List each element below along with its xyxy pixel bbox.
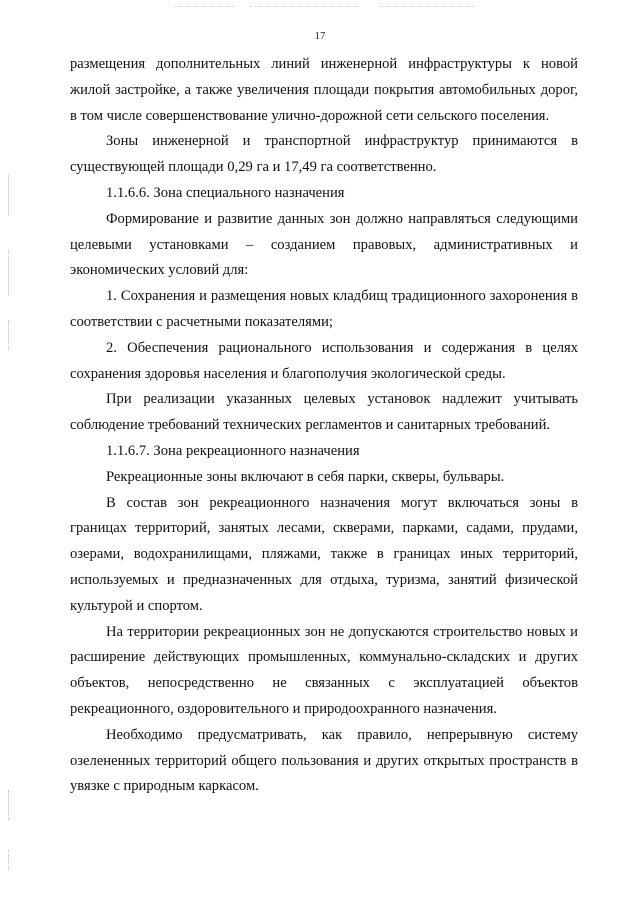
top-edge-rule: [250, 6, 360, 7]
left-edge-mark: [8, 850, 10, 870]
paragraph-continuation: размещения дополнительных линий инженерной инфраструктуры к новой жилой застройке, а также увеличения площади покрытия автомобильных дорог, в том числе совершенствование улично-дорожной сети сельского поселения.: [70, 56, 578, 124]
list-item-cemeteries: 1. Сохранения и размещения новых кладбищ традиционного захоронения в соответствии с расчетными показателями;: [70, 288, 578, 330]
document-body: [70, 52, 578, 800]
section-heading-special-zone: 1.1.6.6. Зона специального назначения: [106, 184, 345, 201]
section-heading-recreation-zone: 1.1.6.7. Зона рекреационного назначения: [106, 442, 360, 459]
left-edge-mark: [8, 320, 10, 350]
left-edge-mark: [8, 790, 10, 820]
top-edge-rule: [175, 6, 235, 7]
paragraph-infrastructure-area: Зоны инженерной и транспортной инфраструктур принимаются в существующей площади 0,29 га и 17,49 га соответственно.: [70, 133, 578, 176]
left-edge-mark: [8, 175, 10, 215]
left-edge-mark: [8, 250, 10, 295]
page-number: 17: [314, 30, 326, 42]
paragraph-special-zone-goals: Формирование и развитие данных зон должно направляться следующими целевыми установками – созданием правовых, административных и экономических условий для:: [70, 210, 578, 279]
paragraph-recreation-composition: В состав зон рекреационного назначения могут включаться зоны в границах территорий, занятых лесами, скверами, парками, садами, прудами, озерами, водохранилищами, пляжами, также в границах иных территорий, используемых и предназначенных для отдыха, туризма, занятий физической культурой и спортом.: [70, 494, 578, 614]
paragraph-requirements: При реализации указанных целевых установок надлежит учитывать соблюдение требований технических регламентов и санитарных требований.: [70, 391, 578, 434]
top-edge-rule: [380, 6, 475, 7]
list-item-ecology: 2. Обеспечения рационального использования и содержания в целях сохранения здоровья населения и благополучия экологической среды.: [70, 339, 578, 382]
paragraph-green-system: Необходимо предусматривать, как правило, непрерывную систему озелененных территорий общего пользования и других открытых пространств в увязке с природным каркасом.: [70, 726, 578, 795]
paragraph-recreation-restrictions: На территории рекреационных зон не допускаются строительство новых и расширение действующих промышленных, коммунально-складских и других объектов, непосредственно не связанных с эксплуатацией объектов рекреационного, оздоровительного и природоохранного назначения.: [70, 623, 578, 717]
paragraph-recreation-includes: Рекреационные зоны включают в себя парки, скверы, бульвары.: [106, 468, 505, 485]
